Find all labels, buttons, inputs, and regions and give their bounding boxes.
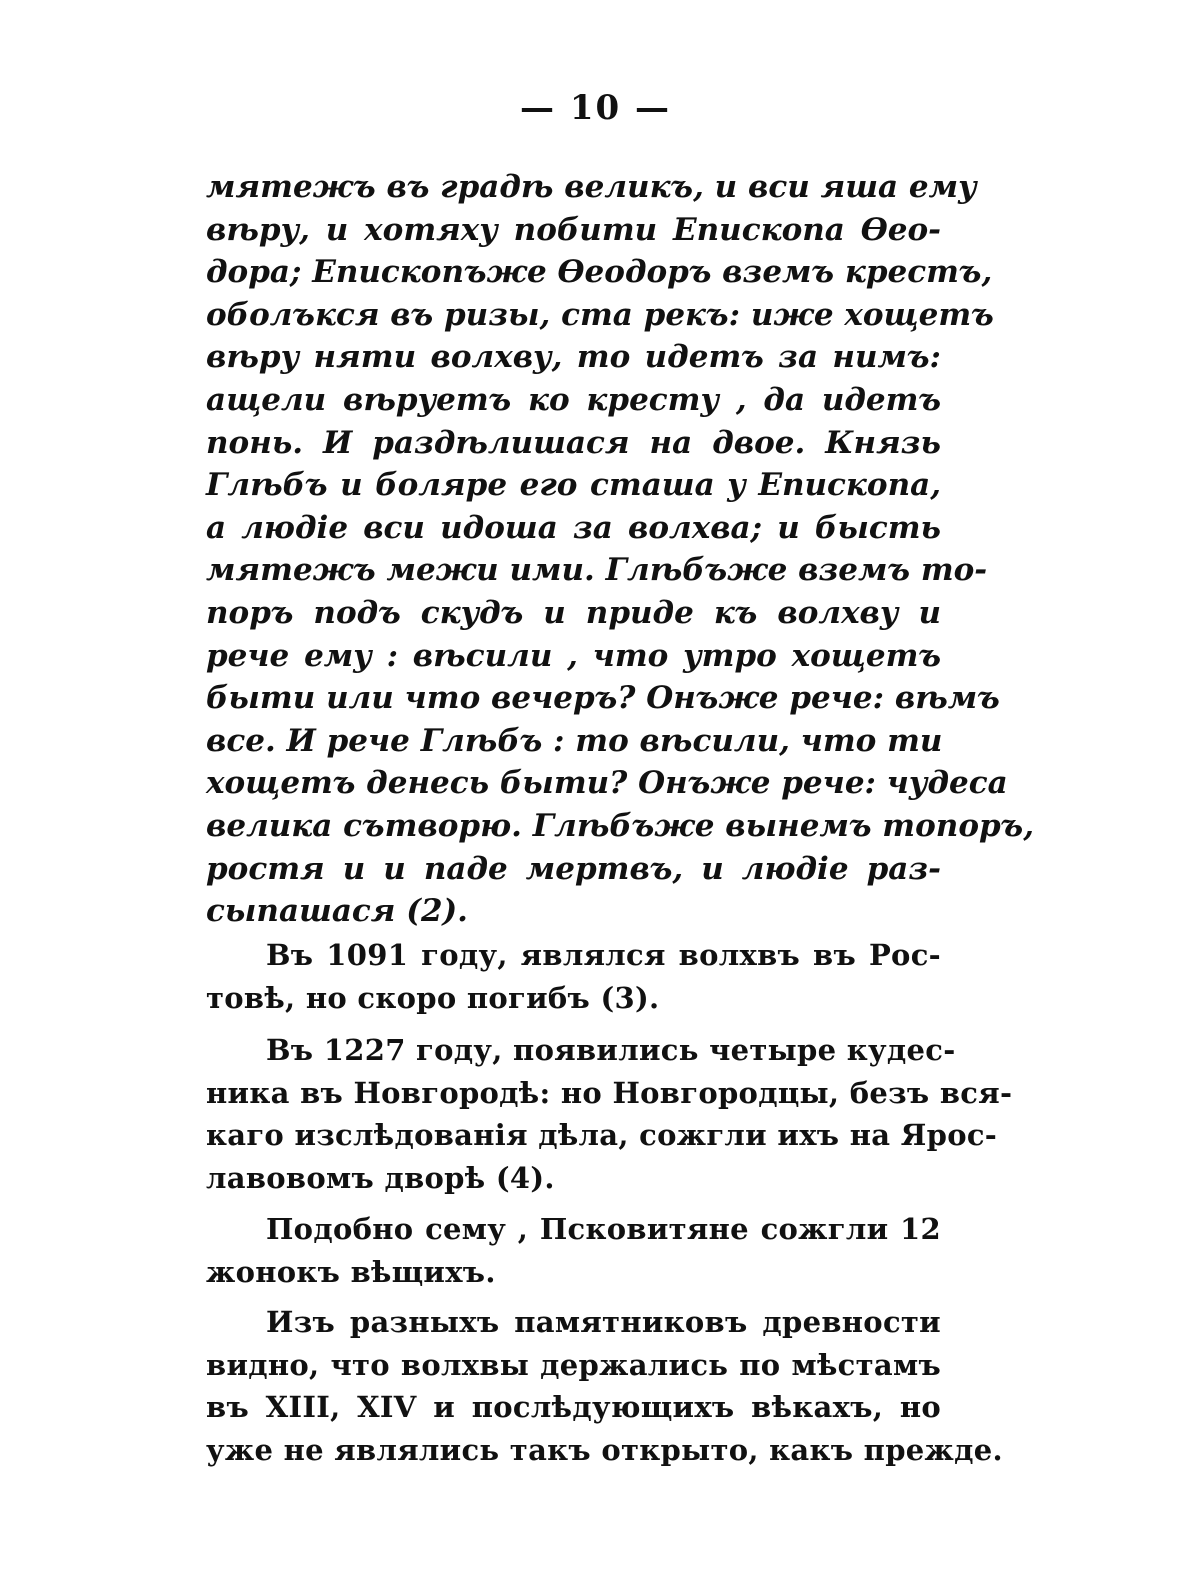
paragraph-line: Въ 1091 году, являлся волхвъ въ Рос- xyxy=(266,938,941,972)
quote-line: вѣру, и хотяху побити Епископа Ѳео- xyxy=(206,211,941,248)
paragraph-1227 xyxy=(206,1029,1013,1199)
quote-line: ащели вѣруетъ ко кресту , да идетъ xyxy=(206,381,941,418)
paragraph-line: жонокъ вѣщихъ. xyxy=(206,1254,496,1289)
paragraph-pskov xyxy=(206,1208,941,1293)
quote-line: ростя и и паде мертвъ, и людіе раз- xyxy=(206,850,941,887)
quote-line: дора; Епископъже Ѳеодоръ вземъ крестъ, xyxy=(206,254,993,291)
paragraph-line: видно, что волхвы держались по мѣстамъ xyxy=(206,1347,941,1382)
paragraph-line: Подобно сему , Псковитяне сожгли 12 xyxy=(266,1212,941,1246)
quote-line: вѣру няти волхву, то идетъ за нимъ: xyxy=(206,339,941,376)
quote-line: хощетъ денесь быти? Онъже рече: чудеса xyxy=(206,765,1008,802)
quote-line: мятежъ въ градѣ великъ, и вси яша ему xyxy=(206,169,977,205)
paragraph-line: товѣ, но скоро погибъ (3). xyxy=(206,980,660,1015)
page-number: — 10 — xyxy=(520,88,671,128)
italic-chronicle-quote xyxy=(206,166,1035,933)
quote-line: рече ему : вѣсили , что утро хощетъ xyxy=(206,637,941,674)
paragraph-monuments xyxy=(206,1301,1003,1471)
paragraph-1091 xyxy=(206,934,941,1019)
paragraph-line: каго изслѣдованія дѣла, сожгли ихъ на Ярос- xyxy=(206,1118,998,1152)
paragraph-line: Изъ разныхъ памятниковъ древности xyxy=(266,1305,941,1339)
paragraph-line: уже не являлись такъ открыто, какъ прежде. xyxy=(206,1432,1003,1467)
quote-line: велика сътворю. Глѣбъже вынемъ топоръ, xyxy=(206,807,1035,844)
paragraph-line: ника въ Новгородѣ: но Новгородцы, безъ вся- xyxy=(206,1075,1013,1110)
quote-line: быти или что вечеръ? Онъже рече: вѣмъ xyxy=(206,680,1000,717)
paragraph-line: въ XIII, XIV и послѣдующихъ вѣкахъ, но xyxy=(206,1390,941,1424)
paragraph-line: Въ 1227 году, появились четыре кудес- xyxy=(266,1033,956,1067)
quote-line: все. И рече Глѣбъ : то вѣсили, что ти xyxy=(206,722,943,759)
quote-line: оболъкся въ ризы, ста рекъ: иже хощетъ xyxy=(206,296,994,333)
quote-line: мятежъ межи ими. Глѣбъже вземъ то- xyxy=(206,552,988,589)
quote-line: Глѣбъ и боляре его сташа у Епископа, xyxy=(206,467,941,504)
quote-line: а людіе вси идоша за волхва; и бысть xyxy=(206,509,941,546)
quote-line: понь. И раздѣлишася на двое. Князь xyxy=(206,424,941,461)
quote-line: поръ подъ скудъ и приде къ волхву и xyxy=(206,594,941,631)
quote-line: сыпашася (2). xyxy=(206,893,468,930)
paragraph-line: лавовомъ дворѣ (4). xyxy=(206,1160,555,1195)
